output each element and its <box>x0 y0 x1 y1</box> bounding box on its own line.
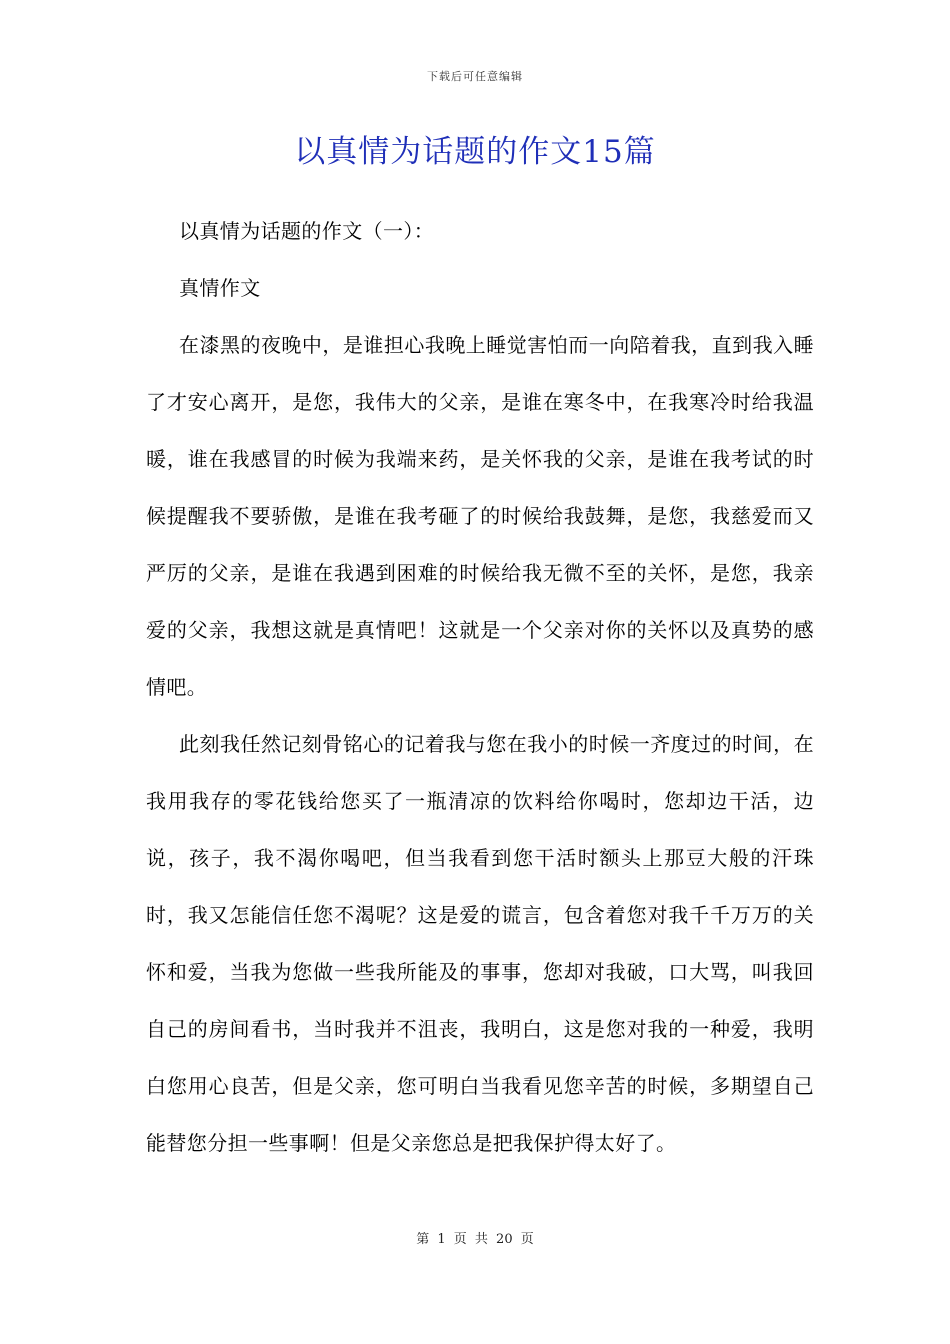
document-body <box>146 203 814 1172</box>
body-paragraph: 此刻我任然记刻骨铭心的记着我与您在我小的时候一齐度过的时间，在我用我存的零花钱给您买了一瓶清凉的饮料给你喝时，您却边干活，边说，孩子，我不渴你喝吧，但当我看到您干活时额头上那豆大般的汗珠时，我又怎能信任您不渴呢？这是爱的谎言，包含着您对我千千万万的关怀和爱，当我为您做一些我所能及的事事，您却对我破，口大骂，叫我回自己的房间看书，当时我并不沮丧，我明白，这是您对我的一种爱，我明白您用心良苦，但是父亲，您可明白当我看见您辛苦的时候，多期望自己能替您分担一些事啊！但是父亲您总是把我保护得太好了。 <box>146 732 814 1155</box>
essay-title: 真情作文 <box>179 276 261 300</box>
header-note: 下载后可任意编辑 <box>427 70 523 83</box>
section-heading: 以真情为话题的作文（一）： <box>179 219 435 243</box>
body-paragraph: 在漆黑的夜晚中，是谁担心我晚上睡觉害怕而一向陪着我，直到我入睡了才安心离开，是您，我伟大的父亲，是谁在寒冬中，在我寒冷时给我温暖，谁在我感冒的时候为我端来药，是关怀我的父亲，是谁在我考试的时候提醒我不要骄傲，是谁在我考砸了的时候给我鼓舞，是您，我慈爱而又严厉的父亲，是谁在我遇到困难的时候给我无微不至的关怀，是您，我亲爱的父亲，我想这就是真情吧！这就是一个父亲对你的关怀以及真势的感情吧。 <box>146 333 814 699</box>
document-title: 以真情为话题的作文15篇 <box>294 134 656 170</box>
page-footer: 第 1 页 共 20 页 <box>416 1232 534 1247</box>
